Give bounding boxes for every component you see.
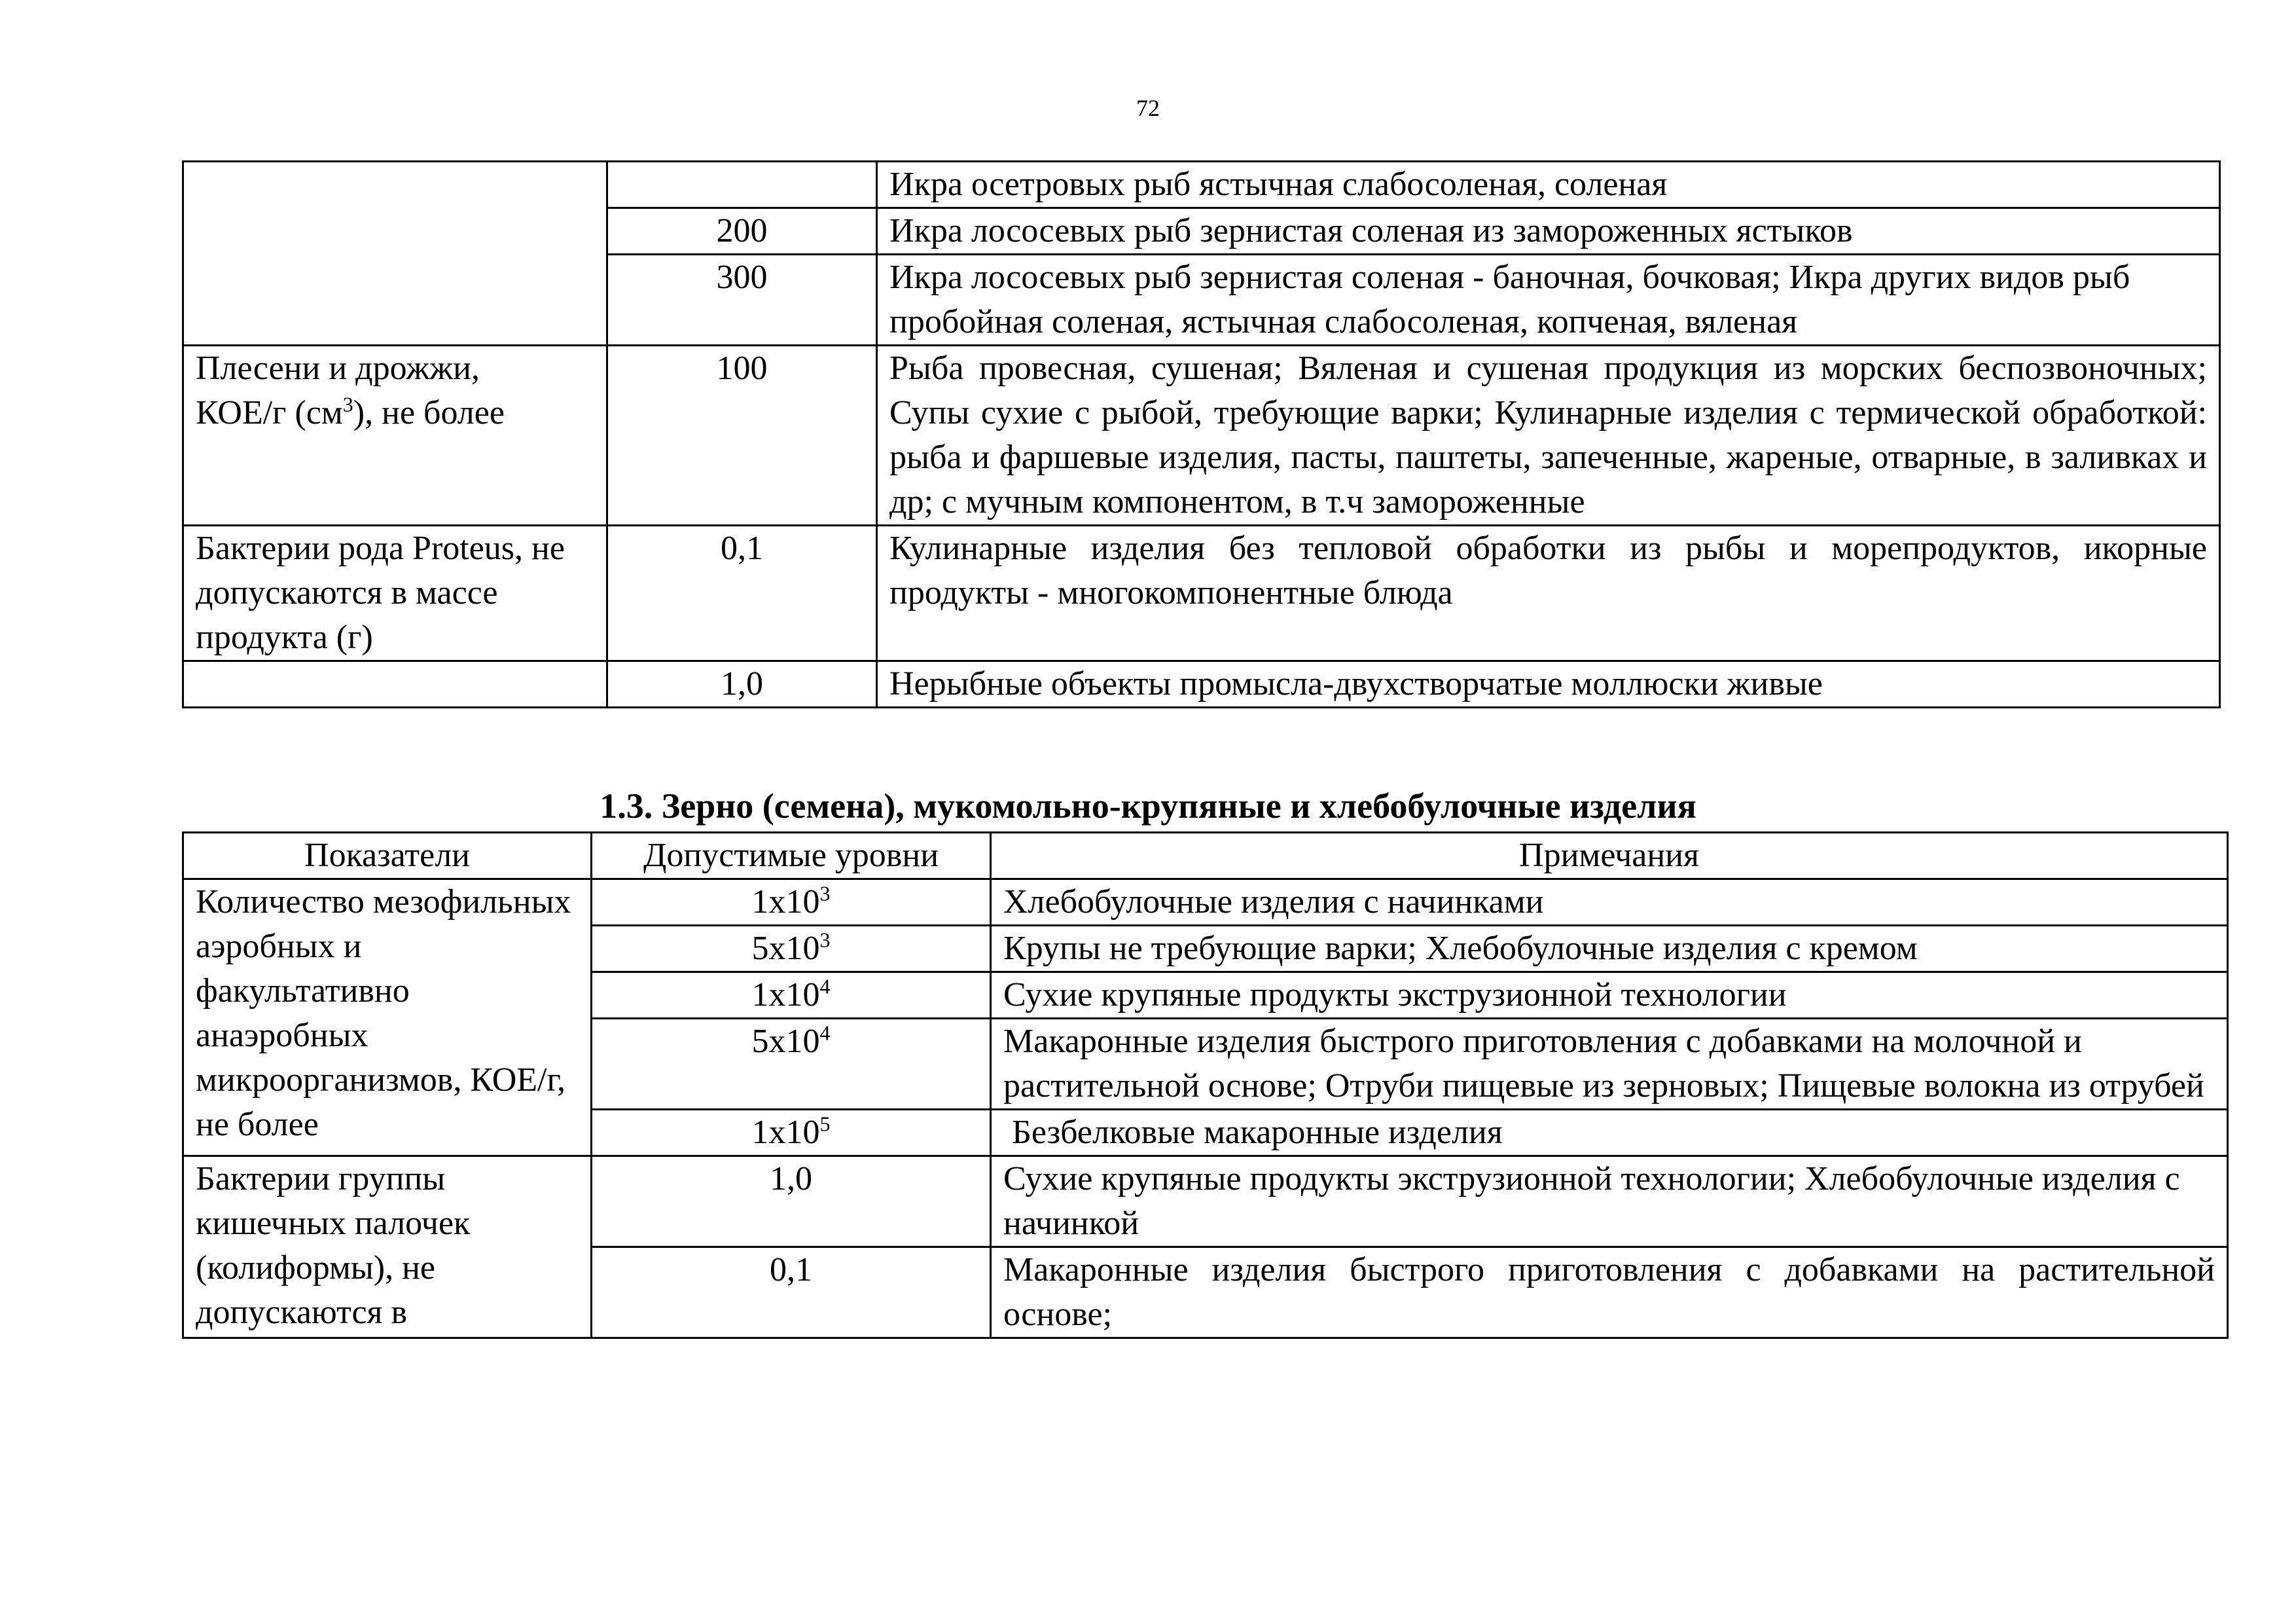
- level-cell: 300: [607, 255, 877, 346]
- note-cell: Сухие крупяные продукты экструзионной технологии; Хлебобулочные изделия с начинкой: [991, 1156, 2228, 1247]
- table-row: [183, 661, 2220, 708]
- indicator-cell: [183, 255, 607, 346]
- note-cell: Макаронные изделия быстрого приготовления с добавками на молочной и растительной основе; Отруби пищевые из зерновых; Пищевые волокна из отрубей: [991, 1019, 2228, 1110]
- note-cell: Безбелковые макаронные изделия: [991, 1110, 2228, 1156]
- note-cell: Крупы не требующие варки; Хлебобулочные изделия с кремом: [991, 926, 2228, 972]
- table-row: [183, 346, 2220, 526]
- level-exponent: 3: [819, 881, 831, 905]
- level-cell: 1,0: [607, 661, 877, 708]
- note-cell: Икра лососевых рыб зернистая соленая - баночная, бочковая; Икра других видов рыб пробойная соленая, ястычная слабосоленая, копченая, вяленая: [877, 255, 2220, 346]
- level-exponent: 3: [819, 928, 831, 952]
- fish-products-table: [182, 160, 2221, 708]
- note-cell: Хлебобулочные изделия с начинками: [991, 879, 2228, 926]
- level-cell: 1,0: [592, 1156, 991, 1247]
- indicator-cell: [183, 162, 607, 208]
- table-row: [183, 255, 2220, 346]
- indicator-cell: Количество мезофильных аэробных и факультативно анаэробных микроорганизмов, КОЕ/г, не более: [183, 879, 592, 1156]
- note-cell: Нерыбные объекты промысла-двухстворчатые моллюски живые: [877, 661, 2220, 708]
- indicator-cell: Бактерии группы кишечных палочек (колиформы), не допускаются в: [183, 1156, 592, 1338]
- header-indicators: Показатели: [183, 833, 592, 879]
- level-exponent: 5: [819, 1112, 831, 1136]
- level-exponent: 4: [819, 974, 831, 998]
- table-row: [183, 1156, 2228, 1247]
- level-base: 5x10: [751, 1023, 820, 1060]
- table-row: [183, 526, 2220, 661]
- table-row: [183, 879, 2228, 926]
- level-cell: 100: [607, 346, 877, 526]
- level-base: 5x10: [751, 930, 820, 967]
- header-notes: Примечания: [991, 833, 2228, 879]
- indicator-cell: [183, 208, 607, 255]
- level-cell: [607, 162, 877, 208]
- table-header-row: [183, 833, 2228, 879]
- level-exponent: 4: [819, 1021, 831, 1045]
- note-cell: Икра осетровых рыб ястычная слабосоленая, соленая: [877, 162, 2220, 208]
- level-cell: 0,1: [592, 1247, 991, 1338]
- indicator-cell: Бактерии рода Proteus, не допускаются в массе продукта (г): [183, 526, 607, 661]
- indicator-cell: [183, 661, 607, 708]
- note-cell: Икра лососевых рыб зернистая соленая из замороженных ястыков: [877, 208, 2220, 255]
- level-cell: [592, 972, 991, 1019]
- indicator-suffix: ), не более: [353, 394, 505, 431]
- page-number: 72: [1136, 95, 1160, 121]
- note-cell: Макаронные изделия быстрого приготовления с добавками на растительной основе;: [991, 1247, 2228, 1338]
- note-cell: Кулинарные изделия без тепловой обработки из рыбы и морепродуктов, икорные продукты - многокомпонентные блюда: [877, 526, 2220, 661]
- section-heading: 1.3. Зерно (семена), мукомольно-крупяные и хлебобулочные изделия: [600, 786, 1696, 826]
- header-levels: Допустимые уровни: [592, 833, 991, 879]
- level-cell: [592, 1019, 991, 1110]
- indicator-unit: КОЕ/г (см: [196, 394, 343, 431]
- level-cell: [592, 926, 991, 972]
- level-base: 1x10: [751, 976, 820, 1013]
- indicator-cell: [183, 346, 607, 526]
- level-base: 1x10: [751, 1114, 820, 1151]
- level-cell: 0,1: [607, 526, 877, 661]
- level-base: 1x10: [751, 883, 820, 921]
- level-cell: [592, 1110, 991, 1156]
- note-cell: Рыба провесная, сушеная; Вяленая и сушеная продукция из морских беспозвоночных; Супы сухие с рыбой, требующие варки; Кулинарные изделия с термической обработкой: рыба и фаршевые изделия, пасты, паштеты, запеченные, жареные, отварные, в заливках и др; с мучным компонентом, в т.ч замороженные: [877, 346, 2220, 526]
- grain-products-table: [182, 831, 2229, 1339]
- table-row: [183, 162, 2220, 208]
- level-cell: [592, 879, 991, 926]
- indicator-line: Плесени и дрожжи,: [196, 350, 480, 387]
- note-cell: Сухие крупяные продукты экструзионной технологии: [991, 972, 2228, 1019]
- level-cell: 200: [607, 208, 877, 255]
- table-row: [183, 208, 2220, 255]
- unit-exponent: 3: [342, 392, 353, 416]
